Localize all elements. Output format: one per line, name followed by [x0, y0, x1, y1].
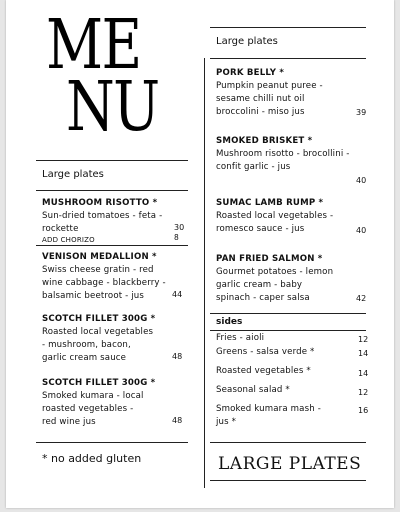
item-desc: Roasted local vegetables - [216, 211, 334, 221]
item-desc: spinach - caper salsa [216, 293, 310, 303]
item-desc: garlic cream sauce [42, 353, 127, 363]
menu-item [42, 197, 192, 245]
menu-item [216, 253, 366, 305]
side-item-line: jus * [216, 417, 237, 427]
menu-item [42, 313, 192, 365]
rule [36, 442, 188, 443]
side-item: Fries - aioli [216, 333, 265, 343]
menu-item [216, 135, 376, 174]
side-price: 14 [358, 369, 369, 378]
item-extra: ADD CHORIZO [42, 236, 95, 244]
item-desc: roasted vegetables - [42, 404, 134, 414]
menu-page [6, 0, 394, 508]
item-name: SMOKED BRISKET * [216, 136, 313, 146]
side-item: Greens - salsa verde * [216, 347, 315, 357]
item-name: MUSHROOM RISOTTO * [42, 198, 158, 208]
rule [210, 442, 366, 443]
rule [36, 245, 188, 246]
menu-title-line1: ME [46, 6, 141, 85]
menu-item [216, 67, 366, 119]
rule [210, 330, 366, 331]
item-price: 39 [356, 108, 367, 117]
item-name: SUMAC LAMB RUMP * [216, 198, 324, 208]
item-name: VENISON MEDALLION * [42, 252, 157, 262]
footer-title: LARGE PLATES [218, 454, 362, 474]
rule [210, 480, 366, 481]
item-name: PORK BELLY * [216, 68, 285, 78]
item-desc: Sun-dried tomatoes - feta - [42, 211, 163, 221]
item-desc: Smoked kumara - local [42, 391, 144, 401]
menu-item [216, 197, 366, 236]
sides-heading: sides [216, 317, 243, 327]
item-desc: - mushroom, bacon, [42, 340, 131, 350]
rule [36, 160, 188, 161]
item-desc: Roasted local vegetables [42, 327, 154, 337]
item-desc: Pumpkin peanut puree - [216, 81, 323, 91]
column-divider [204, 58, 205, 488]
item-desc: Gourmet potatoes - lemon [216, 267, 334, 277]
rule [36, 190, 188, 191]
item-price: 40 [356, 176, 367, 185]
rule [210, 313, 366, 314]
item-name: SCOTCH FILLET 300G * [42, 314, 156, 324]
item-price: 48 [172, 352, 183, 361]
item-extra-price: 8 [174, 233, 179, 242]
item-desc: sesame chilli nut oil [216, 94, 305, 104]
menu-title-line2: NU [66, 68, 159, 147]
item-desc: garlic cream - baby [216, 280, 303, 290]
item-desc: Mushroom risotto - brocollini - [216, 149, 350, 159]
side-item-line: Smoked kumara mash - [216, 404, 321, 414]
item-price: 44 [172, 290, 183, 299]
side-item [216, 403, 321, 429]
item-desc: balsamic beetroot - jus [42, 291, 145, 301]
gluten-footnote: * no added gluten [42, 452, 142, 465]
side-item: Seasonal salad * [216, 385, 290, 395]
rule [210, 58, 366, 59]
item-desc: red wine jus [42, 417, 96, 427]
menu-item [42, 377, 192, 429]
side-price: 14 [358, 349, 369, 358]
item-price: 30 [174, 223, 185, 232]
item-desc: Swiss cheese gratin - red [42, 265, 154, 275]
item-name: SCOTCH FILLET 300G * [42, 378, 156, 388]
item-desc: confit garlic - jus [216, 162, 291, 172]
side-item: Roasted vegetables * [216, 366, 311, 376]
menu-item [42, 251, 192, 303]
item-desc: wine cabbage - blackberry - [42, 278, 166, 288]
item-desc: romesco sauce - jus [216, 224, 305, 234]
item-price: 48 [172, 416, 183, 425]
item-desc: rockette [42, 224, 79, 234]
rule [210, 27, 366, 28]
item-desc: broccolini - miso jus [216, 107, 305, 117]
side-price: 16 [358, 406, 369, 415]
left-section-heading: Large plates [42, 169, 104, 180]
side-price: 12 [358, 388, 369, 397]
right-section-heading: Large plates [216, 36, 278, 47]
item-price: 40 [356, 226, 367, 235]
item-price: 42 [356, 294, 367, 303]
item-name: PAN FRIED SALMON * [216, 254, 323, 264]
side-price: 12 [358, 335, 369, 344]
